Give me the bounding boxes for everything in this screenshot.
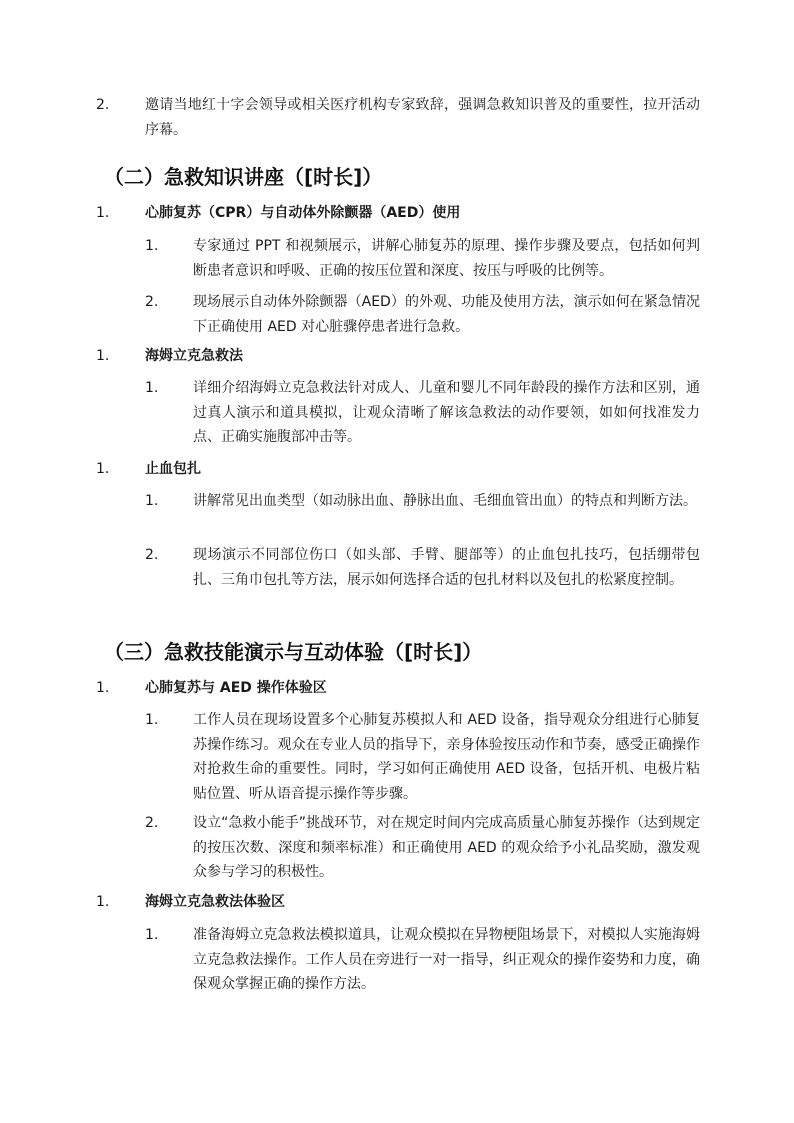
point-number: 1. xyxy=(145,380,159,396)
topic-number: 1. xyxy=(96,680,110,696)
topic-title-cpr-aed: 心肺复苏（CPR）与自动体外除颤器（AED）使用 xyxy=(145,205,461,221)
point-number: 1. xyxy=(145,238,159,254)
point-text: 专家通过 PPT 和视频展示，讲解心肺复苏的原理、操作步骤及要点，包括如何判断患者意识和呼吸、正确的按压位置和深度、按压与呼吸的比例等。 xyxy=(193,238,700,279)
intro-item-number: 2. xyxy=(96,97,110,113)
point-number: 1. xyxy=(145,712,159,728)
point-text: 设立“急救小能手”挑战环节，对在规定时间内完成高质量心肺复苏操作（达到规定的按压次数、深度和频率标准）和正确使用 AED 的观众给予小礼品奖励，激发观众参与学习的积极性。 xyxy=(193,815,700,880)
point-number: 1. xyxy=(145,927,159,943)
intro-item-text: 邀请当地红十字会领导或相关医疗机构专家致辞，强调急救知识普及的重要性，拉开活动序幕。 xyxy=(145,97,700,138)
topic-title-bleeding-control: 止血包扎 xyxy=(145,461,201,477)
topic-title-heimlich: 海姆立克急救法 xyxy=(145,348,243,364)
point-text: 现场展示自动体外除颤器（AED）的外观、功能及使用方法，演示如何在紧急情况下正确使用 AED 对心脏骤停患者进行急救。 xyxy=(193,294,700,335)
topic-title-heimlich-experience: 海姆立克急救法体验区 xyxy=(145,894,285,910)
topic-number: 1. xyxy=(96,461,110,477)
point-text: 讲解常见出血类型（如动脉出血、静脉出血、毛细血管出血）的特点和判断方法。 xyxy=(193,493,697,509)
topic-number: 1. xyxy=(96,205,110,221)
point-text: 详细介绍海姆立克急救法针对成人、儿童和婴儿不同年龄段的操作方法和区别，通过真人演示和道具模拟，让观众清晰了解该急救法的动作要领，如如何找准发力点、正确实施腹部冲击等。 xyxy=(193,380,700,445)
point-number: 2. xyxy=(145,294,159,310)
section-heading-knowledge-lecture: （二）急救知识讲座（[时长]） xyxy=(104,165,383,189)
topic-number: 1. xyxy=(96,348,110,364)
point-number: 2. xyxy=(145,547,159,563)
point-text: 准备海姆立克急救法模拟道具，让观众模拟在异物梗阻场景下，对模拟人实施海姆立克急救法操作。工作人员在旁进行一对一指导，纠正观众的操作姿势和力度，确保观众掌握正确的操作方法。 xyxy=(193,927,700,992)
topic-title-cpr-aed-experience: 心肺复苏与 AED 操作体验区 xyxy=(145,680,327,696)
point-text: 现场演示不同部位伤口（如头部、手臂、腿部等）的止血包扎技巧，包括绷带包扎、三角巾包扎等方法，展示如何选择合适的包扎材料以及包扎的松紧度控制。 xyxy=(193,547,700,588)
topic-number: 1. xyxy=(96,894,110,910)
section-heading-skills-demo: （三）急救技能演示与互动体验（[时长]） xyxy=(104,640,483,664)
point-text: 工作人员在现场设置多个心肺复苏模拟人和 AED 设备，指导观众分组进行心肺复苏操作练习。观众在专业人员的指导下，亲身体验按压动作和节奏，感受正确操作对抢救生命的重要性。同时，学习如何正确使用 AED 设备，包括开机、电极片粘贴位置、听从语音提示操作等步骤。 xyxy=(193,712,700,802)
point-number: 2. xyxy=(145,815,159,831)
point-number: 1. xyxy=(145,493,159,509)
